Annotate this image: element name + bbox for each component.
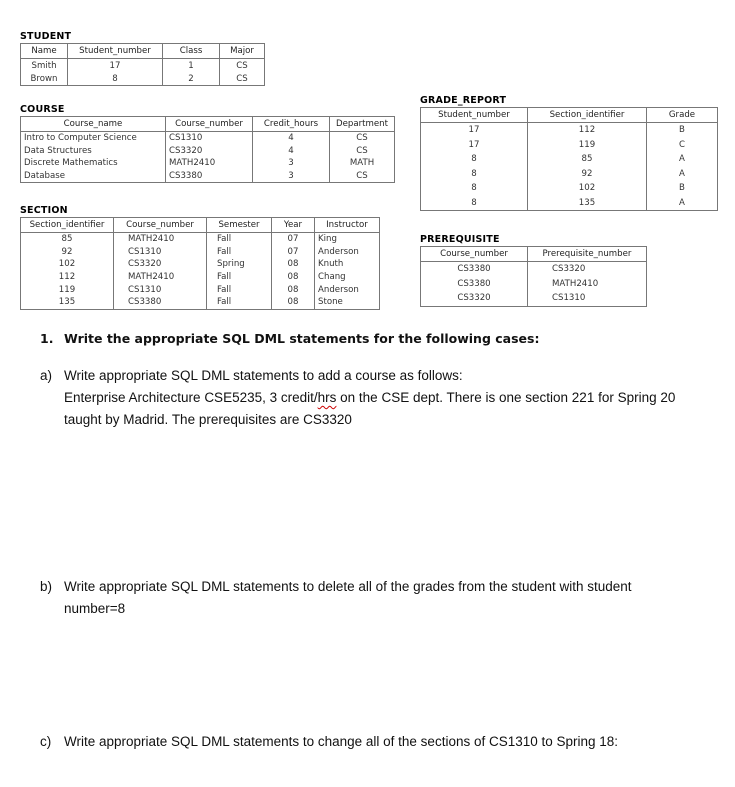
- table-cell: 8: [421, 167, 528, 182]
- question-heading-text: Write the appropriate SQL DML statements for the following cases:: [64, 331, 540, 346]
- table-cell: C: [647, 138, 718, 153]
- table-cell: 8: [68, 72, 163, 86]
- column-header: Section_identifier: [21, 218, 114, 233]
- column-header: Name: [21, 44, 68, 59]
- table-cell: 102: [21, 258, 114, 271]
- table-cell: CS3320: [114, 258, 207, 271]
- table-cell: MATH: [330, 157, 395, 170]
- grade-report-table-block: [420, 95, 718, 211]
- column-header: Major: [220, 44, 265, 59]
- table-row: [21, 296, 380, 309]
- table-cell: 92: [21, 246, 114, 259]
- table-header-row: [421, 108, 718, 123]
- table-row: [421, 196, 718, 211]
- section-table-block: [20, 205, 380, 310]
- student-table-block: [20, 31, 265, 86]
- table-cell: MATH2410: [166, 157, 253, 170]
- table-row: [421, 262, 647, 277]
- column-header: Credit_hours: [253, 117, 330, 132]
- question-b-line1: Write appropriate SQL DML statements to delete all of the grades from the student with student: [64, 579, 632, 594]
- table-cell: 92: [528, 167, 647, 182]
- table-cell: CS: [220, 59, 265, 73]
- table-cell: 112: [528, 123, 647, 138]
- table-cell: CS: [220, 72, 265, 86]
- table-row: [21, 59, 265, 73]
- table-row: [21, 157, 395, 170]
- table-row: [421, 291, 647, 306]
- question-c-line1: Write appropriate SQL DML statements to change all of the sections of CS1310 to Spring 18:: [64, 734, 619, 749]
- table-cell: B: [647, 181, 718, 196]
- table-cell: 08: [272, 283, 315, 296]
- table-cell: 1: [163, 59, 220, 73]
- column-header: Instructor: [315, 218, 380, 233]
- table-cell: 07: [272, 246, 315, 259]
- table-cell: Stone: [315, 296, 380, 309]
- table-cell: CS3380: [421, 277, 528, 292]
- column-header: Department: [330, 117, 395, 132]
- grade-report-table-title: GRADE_REPORT: [420, 95, 507, 106]
- table-row: [421, 123, 718, 138]
- table-header-row: [21, 44, 265, 59]
- table-cell: 3: [253, 170, 330, 183]
- column-header: Prerequisite_number: [528, 247, 647, 262]
- table-cell: Fall: [207, 271, 272, 284]
- table-cell: CS3320: [528, 262, 647, 277]
- table-cell: 119: [528, 138, 647, 153]
- prerequisite-table: [420, 246, 647, 307]
- table-row: [21, 72, 265, 86]
- table-header-row: [421, 247, 647, 262]
- column-header: Student_number: [68, 44, 163, 59]
- table-cell: MATH2410: [114, 271, 207, 284]
- table-row: [21, 145, 395, 158]
- table-row: [21, 132, 395, 145]
- table-row: [21, 233, 380, 246]
- table-cell: 08: [272, 258, 315, 271]
- prerequisite-table-title: PREREQUISITE: [420, 234, 500, 245]
- question-b: [40, 576, 720, 620]
- question-a-line2-pre: Enterprise Architecture CSE5235, 3 credit/: [64, 390, 318, 405]
- table-cell: Fall: [207, 296, 272, 309]
- table-cell: CS1310: [166, 132, 253, 145]
- table-cell: Chang: [315, 271, 380, 284]
- table-cell: 135: [528, 196, 647, 211]
- student-table-title: STUDENT: [20, 31, 72, 42]
- table-cell: Intro to Computer Science: [21, 132, 166, 145]
- table-cell: 85: [528, 152, 647, 167]
- table-header-row: [21, 218, 380, 233]
- table-cell: 08: [272, 271, 315, 284]
- table-row: [21, 170, 395, 183]
- question-a-line2: [40, 387, 730, 409]
- table-cell: Smith: [21, 59, 68, 73]
- table-row: [21, 258, 380, 271]
- table-row: [421, 181, 718, 196]
- table-cell: CS: [330, 132, 395, 145]
- table-row: [21, 271, 380, 284]
- prerequisite-table-block: [420, 234, 647, 307]
- column-header: Course_number: [421, 247, 528, 262]
- table-cell: CS3320: [166, 145, 253, 158]
- section-table-title: SECTION: [20, 205, 68, 216]
- table-cell: 8: [421, 152, 528, 167]
- question-b-line2: number=8: [64, 601, 126, 616]
- table-cell: CS1310: [528, 291, 647, 306]
- column-header: Semester: [207, 218, 272, 233]
- column-header: Course_number: [114, 218, 207, 233]
- table-cell: 17: [421, 123, 528, 138]
- table-cell: CS1310: [114, 246, 207, 259]
- table-cell: CS1310: [114, 283, 207, 296]
- table-cell: Anderson: [315, 246, 380, 259]
- column-header: Course_name: [21, 117, 166, 132]
- student-table: [20, 43, 265, 86]
- table-cell: A: [647, 167, 718, 182]
- table-row: [21, 283, 380, 296]
- question-a-label: a): [40, 368, 53, 383]
- table-cell: CS3380: [166, 170, 253, 183]
- table-cell: Fall: [207, 246, 272, 259]
- table-row: [421, 138, 718, 153]
- table-cell: MATH2410: [114, 233, 207, 246]
- section-table: [20, 217, 380, 310]
- question-a-line3: taught by Madrid. The prerequisites are CS3320: [64, 412, 352, 427]
- column-header: Year: [272, 218, 315, 233]
- table-cell: 112: [21, 271, 114, 284]
- table-cell: King: [315, 233, 380, 246]
- table-cell: Anderson: [315, 283, 380, 296]
- table-cell: 17: [421, 138, 528, 153]
- table-cell: A: [647, 152, 718, 167]
- table-cell: Brown: [21, 72, 68, 86]
- table-row: [21, 246, 380, 259]
- table-cell: 07: [272, 233, 315, 246]
- table-cell: 135: [21, 296, 114, 309]
- column-header: Section_identifier: [528, 108, 647, 123]
- question-b-label: b): [40, 579, 53, 594]
- question-heading: [40, 328, 539, 350]
- question-number: 1.: [40, 331, 54, 346]
- table-cell: 4: [253, 132, 330, 145]
- table-cell: CS3380: [114, 296, 207, 309]
- course-table-block: [20, 104, 395, 183]
- table-cell: B: [647, 123, 718, 138]
- column-header: Student_number: [421, 108, 528, 123]
- table-cell: 8: [421, 196, 528, 211]
- table-row: [421, 277, 647, 292]
- table-cell: Data Structures: [21, 145, 166, 158]
- table-cell: CS: [330, 145, 395, 158]
- question-a-line1: Write appropriate SQL DML statements to add a course as follows:: [64, 368, 463, 383]
- course-table: [20, 116, 395, 183]
- spellcheck-word: hrs: [317, 390, 337, 405]
- table-cell: Database: [21, 170, 166, 183]
- column-header: Course_number: [166, 117, 253, 132]
- table-row: [421, 152, 718, 167]
- table-cell: CS3380: [421, 262, 528, 277]
- question-a: [40, 365, 730, 431]
- table-cell: 3: [253, 157, 330, 170]
- table-cell: CS3320: [421, 291, 528, 306]
- table-cell: 17: [68, 59, 163, 73]
- table-cell: Fall: [207, 233, 272, 246]
- column-header: Grade: [647, 108, 718, 123]
- grade-report-table: [420, 107, 718, 211]
- table-cell: Knuth: [315, 258, 380, 271]
- table-cell: Fall: [207, 283, 272, 296]
- table-header-row: [21, 117, 395, 132]
- table-cell: 8: [421, 181, 528, 196]
- table-cell: 2: [163, 72, 220, 86]
- question-a-line2-post: on the CSE dept. There is one section 221 for Spring 20: [336, 390, 676, 405]
- table-cell: 119: [21, 283, 114, 296]
- course-table-title: COURSE: [20, 104, 65, 115]
- table-cell: MATH2410: [528, 277, 647, 292]
- table-cell: Discrete Mathematics: [21, 157, 166, 170]
- table-cell: 85: [21, 233, 114, 246]
- question-c-label: c): [40, 734, 52, 749]
- table-cell: 102: [528, 181, 647, 196]
- table-cell: 08: [272, 296, 315, 309]
- question-c: [40, 731, 720, 753]
- table-row: [421, 167, 718, 182]
- table-cell: Spring: [207, 258, 272, 271]
- table-cell: 4: [253, 145, 330, 158]
- table-cell: A: [647, 196, 718, 211]
- table-cell: CS: [330, 170, 395, 183]
- column-header: Class: [163, 44, 220, 59]
